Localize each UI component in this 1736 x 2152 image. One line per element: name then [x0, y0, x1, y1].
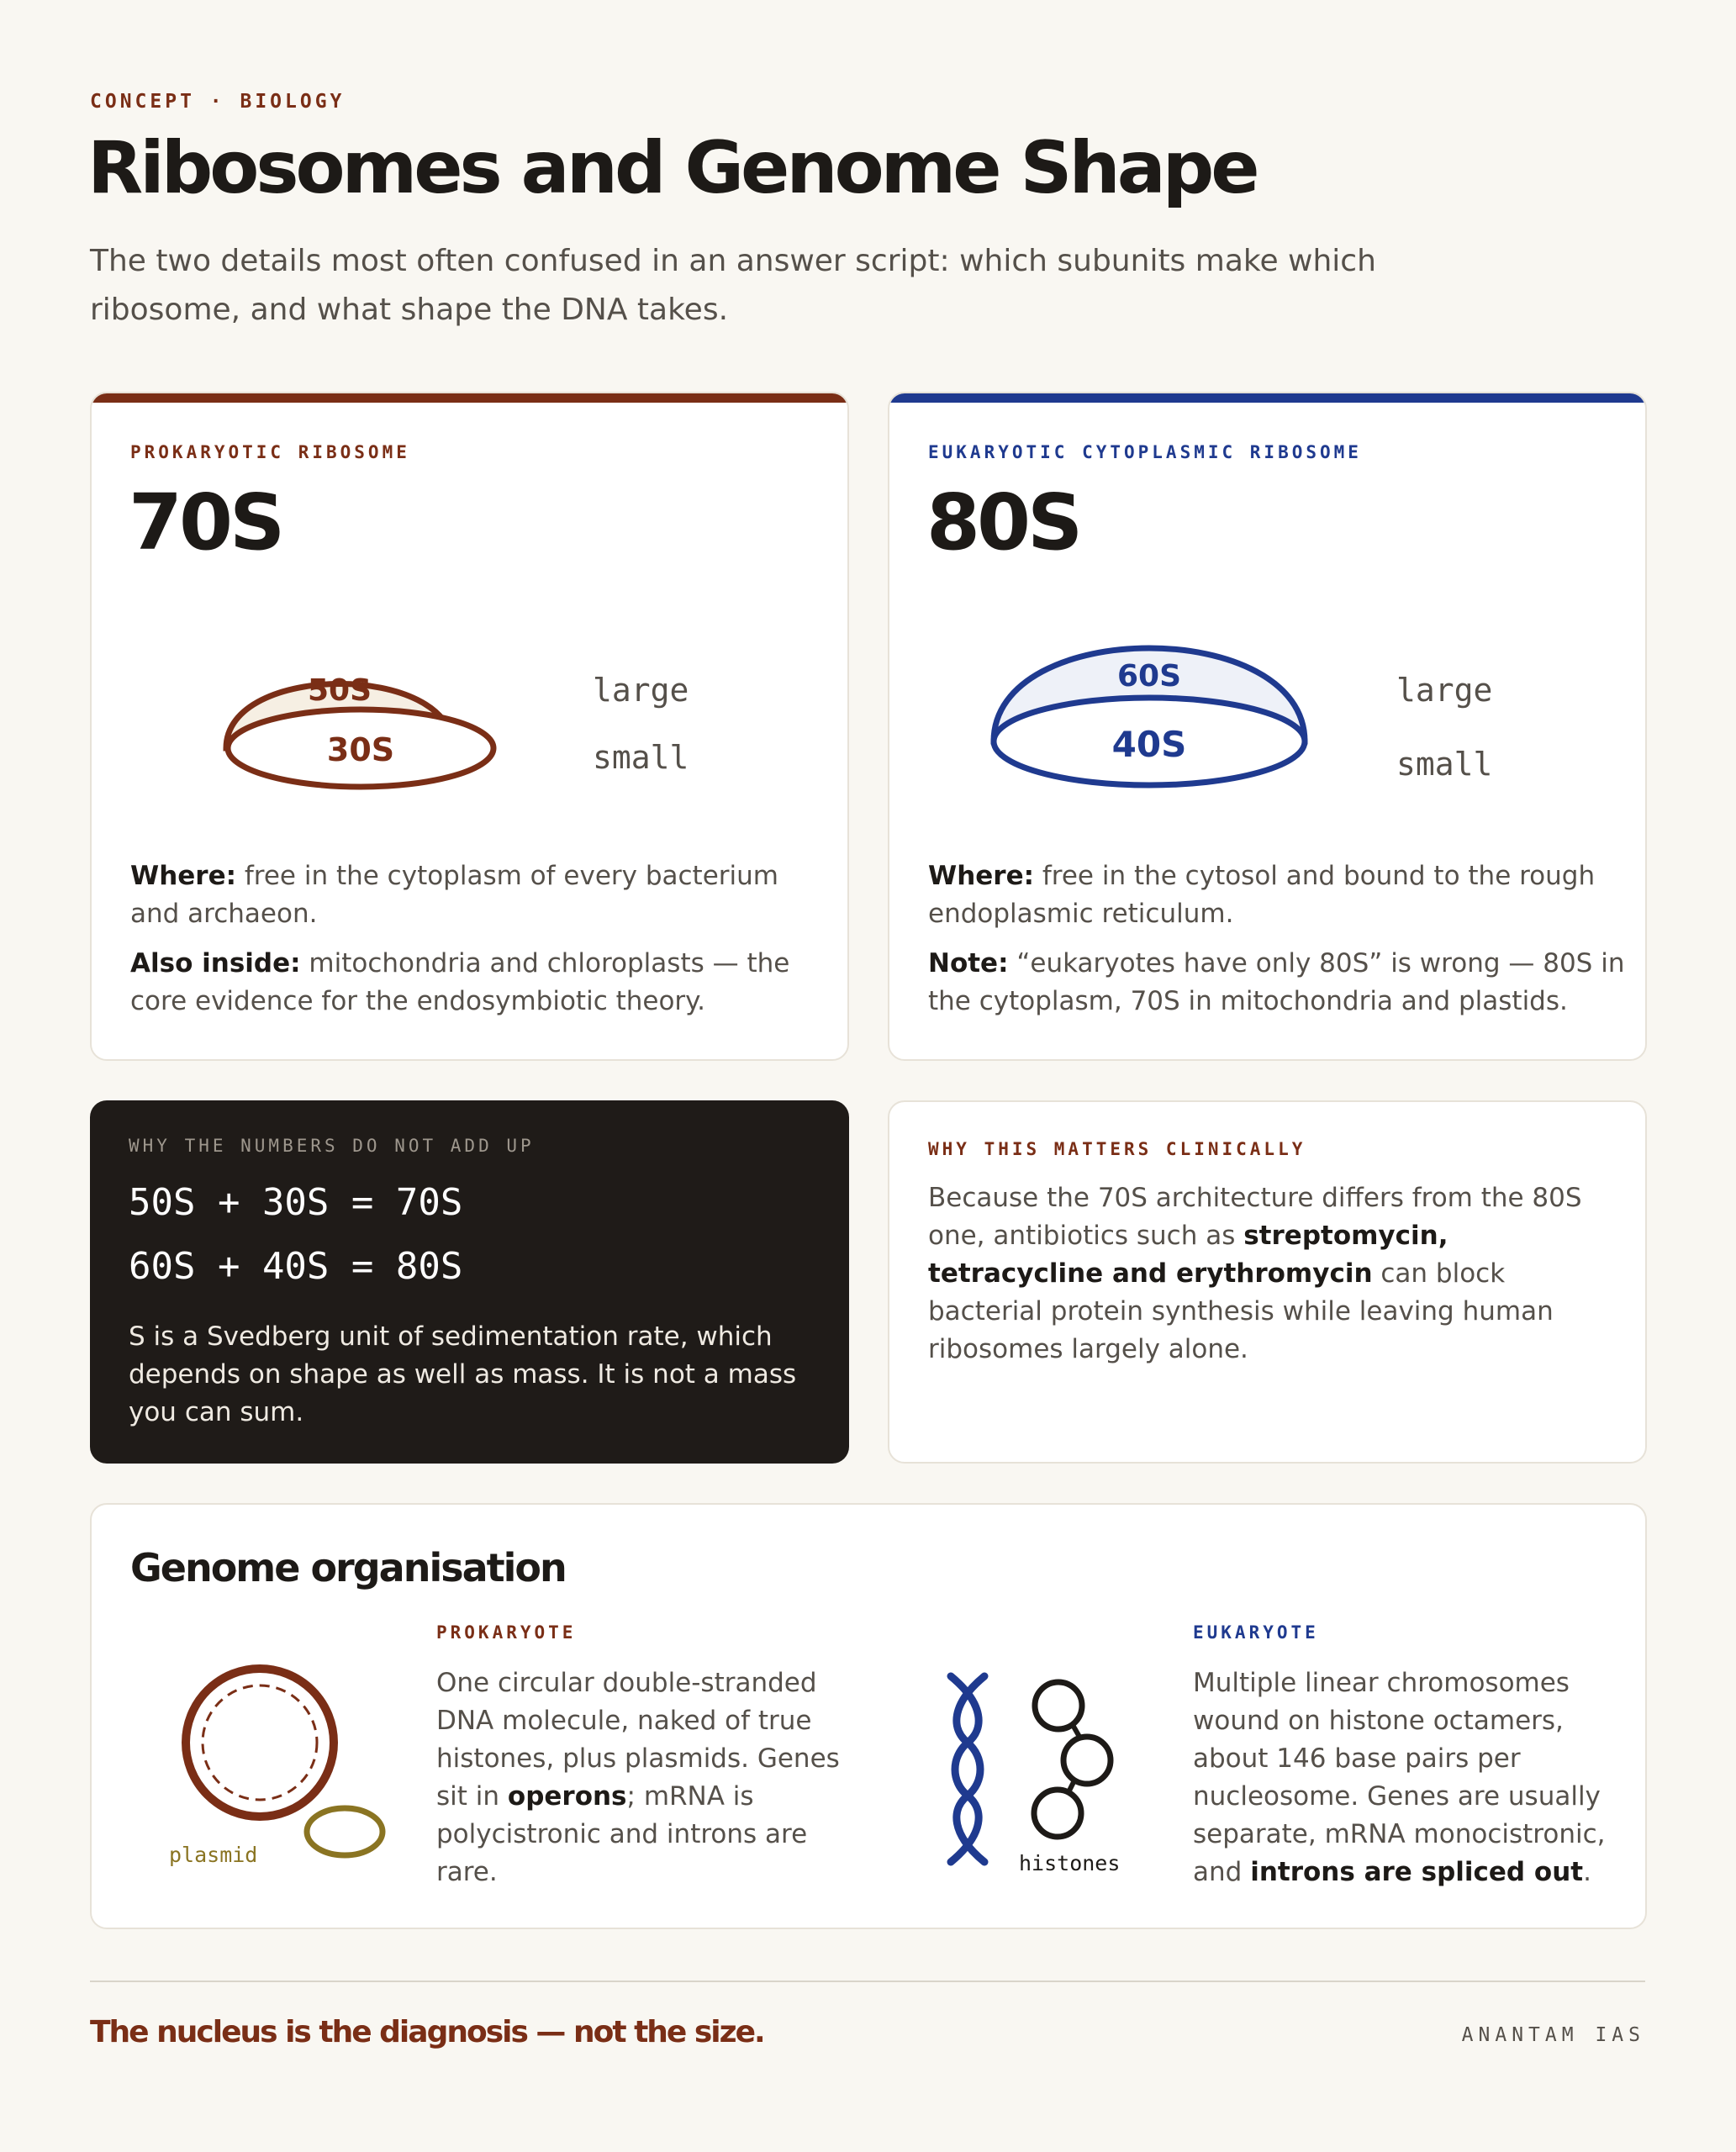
card-eyebrow: WHY THE NUMBERS DO NOT ADD UP [129, 1136, 535, 1156]
small-subunit-label: 30S [326, 731, 395, 768]
ribosome-80s-diagram [889, 620, 1647, 839]
note-text: Note: “eukaryotes have only 80S” is wrong — 80S in the cytoplasm, 70S in mitochondria and plastids. [928, 948, 1625, 1016]
card-accent-bar [92, 393, 847, 403]
where-text: Where: free in the cytosol and bound to the rough endoplasmic reticulum. [928, 861, 1596, 929]
eukaryotic-ribosome-card [888, 392, 1647, 1061]
large-subunit-label: 60S [1116, 659, 1182, 694]
prokaryote-genome-diagram [142, 1648, 428, 1917]
equation-80s: 60S + 40S = 80S [129, 1245, 463, 1288]
eukaryote-eyebrow: EUKARYOTE [1193, 1622, 1319, 1643]
section-kicker: CONCEPT · BIOLOGY [90, 91, 346, 113]
eukaryote-text: Multiple linear chromosomes wound on histone octamers, about 146 base pairs per nucleosome. Genes are usually separate, mRNA monocistronic, and introns are spliced out. [1193, 1668, 1606, 1887]
page-subtitle: The two details most often confused in an answer script: which subunits make which ribosome, and what shape the DNA takes. [90, 244, 1376, 327]
card-eyebrow: EUKARYOTIC CYTOPLASMIC RIBOSOME [928, 442, 1362, 462]
plasmid-label: plasmid [169, 1843, 258, 1867]
ribosome-value: 80S [926, 477, 1080, 567]
circular-chromosome-inner [203, 1685, 317, 1800]
histones-label: histones [1019, 1851, 1121, 1875]
footer-divider [90, 1981, 1645, 1982]
page-title: Ribosomes and Genome Shape [87, 126, 1257, 210]
numbers-card [90, 1100, 849, 1464]
nucleosome-1 [1035, 1682, 1082, 1729]
eukaryote-genome-diagram [920, 1648, 1155, 1917]
card-eyebrow: PROKARYOTIC RIBOSOME [130, 442, 410, 462]
card-eyebrow: WHY THIS MATTERS CLINICALLY [928, 1139, 1306, 1159]
ribosome-70s-diagram [92, 629, 849, 847]
ribosome-value: 70S [129, 477, 282, 567]
linker-dna-2 [1069, 1782, 1074, 1792]
prokaryote-eyebrow: PROKARYOTE [436, 1622, 577, 1643]
small-label: small [593, 739, 689, 776]
large-label: large [593, 672, 689, 709]
also-inside-text: Also inside: mitochondria and chloroplasts — the core evidence for the endosymbiotic theory. [130, 948, 790, 1016]
brand-name: ANANTAM IAS [1461, 2024, 1645, 2046]
plasmid-ring [307, 1808, 383, 1855]
linker-dna-1 [1073, 1725, 1079, 1737]
nucleosome-2 [1063, 1737, 1111, 1784]
card-accent-bar [889, 393, 1645, 403]
svedberg-note: S is a Svedberg unit of sedimentation rate, which depends on shape as well as mass. It is not a mass you can sum. [129, 1321, 797, 1427]
large-label: large [1396, 672, 1493, 709]
clinical-card [888, 1100, 1647, 1464]
nucleosome-3 [1034, 1790, 1081, 1837]
equation-70s: 50S + 30S = 70S [129, 1181, 463, 1224]
small-subunit-label: 40S [1111, 724, 1187, 765]
small-label: small [1396, 746, 1493, 783]
circular-chromosome [186, 1669, 334, 1817]
prokaryote-text: One circular double-stranded DNA molecule, naked of true histones, plus plasmids. Genes sit in operons; mRNA is polycistronic and introns are rare. [436, 1668, 840, 1887]
genome-title: Genome organisation [130, 1545, 566, 1590]
clinical-text: Because the 70S architecture differs from the 80S one, antibiotics such as streptomycin, tetracycline and erythromycin can block bacterial protein synthesis while leaving human ribosomes largely alone. [928, 1183, 1582, 1364]
prokaryotic-ribosome-card [90, 392, 849, 1061]
footer-tagline: The nucleus is the diagnosis — not the size. [90, 2015, 764, 2049]
large-subunit-label: 50S [307, 673, 372, 708]
genome-card [90, 1503, 1647, 1929]
where-text: Where: free in the cytoplasm of every bacterium and archaeon. [130, 861, 778, 929]
